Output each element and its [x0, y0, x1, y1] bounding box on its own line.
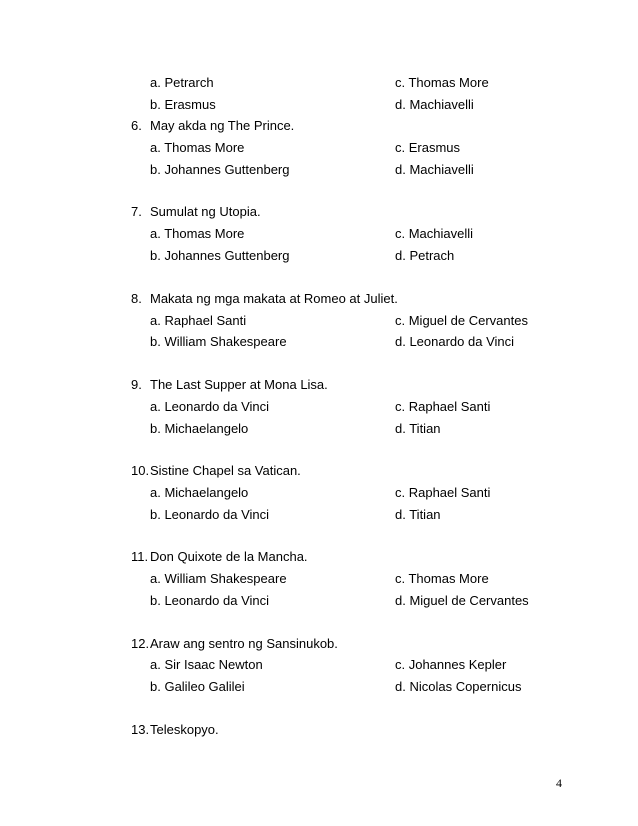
question-text: Teleskopyo. — [150, 722, 219, 737]
question-text: May akda ng The Prince. — [150, 118, 295, 133]
choice-c: c. Johannes Kepler — [395, 657, 507, 672]
choice-b: b. Johannes Guttenberg — [150, 248, 290, 263]
question-number: 9. — [131, 377, 142, 392]
question-10 — [131, 463, 301, 479]
question-9 — [131, 377, 328, 393]
choice-d: d. Titian — [395, 421, 441, 436]
choice-d: d. Leonardo da Vinci — [395, 334, 515, 349]
choice-c: c. Thomas More — [395, 571, 489, 586]
question-number: 13. — [131, 722, 150, 737]
question-number: 8. — [131, 291, 142, 306]
choice-a: a. William Shakespeare — [150, 571, 287, 586]
choice-d: d. Petrach — [395, 248, 455, 263]
choice-c: c. Miguel de Cervantes — [395, 313, 528, 328]
question-text: Sumulat ng Utopia. — [150, 204, 261, 219]
choice-d: d. Machiavelli — [395, 97, 474, 112]
choice-d: d. Titian — [395, 507, 441, 522]
question-text: Don Quixote de la Mancha. — [150, 549, 308, 564]
question-number: 12. — [131, 636, 150, 651]
question-11 — [131, 549, 308, 565]
question-12 — [131, 636, 338, 652]
question-text: Araw ang sentro ng Sansinukob. — [150, 636, 338, 651]
choice-c: c. Raphael Santi — [395, 485, 491, 500]
choice-b: b. Johannes Guttenberg — [150, 162, 290, 177]
question-6 — [131, 118, 295, 134]
question-text: Sistine Chapel sa Vatican. — [150, 463, 301, 478]
question-text: The Last Supper at Mona Lisa. — [150, 377, 328, 392]
choice-a: a. Petrarch — [150, 75, 214, 90]
choice-a: a. Michaelangelo — [150, 485, 249, 500]
page-number: 4 — [556, 776, 562, 790]
choice-d: d. Nicolas Copernicus — [395, 679, 522, 694]
choice-a: a. Raphael Santi — [150, 313, 247, 328]
choice-d: d. Machiavelli — [395, 162, 474, 177]
question-7 — [131, 204, 261, 220]
choice-c: c. Thomas More — [395, 75, 489, 90]
choice-b: b. Galileo Galilei — [150, 679, 245, 694]
question-number: 7. — [131, 204, 142, 219]
choice-b: b. Leonardo da Vinci — [150, 507, 270, 522]
choice-a: a. Sir Isaac Newton — [150, 657, 263, 672]
choice-c: c. Raphael Santi — [395, 399, 491, 414]
question-number: 11. — [131, 549, 149, 564]
choice-c: c. Erasmus — [395, 140, 461, 155]
choice-b: b. Michaelangelo — [150, 421, 249, 436]
choice-c: c. Machiavelli — [395, 226, 474, 241]
question-number: 6. — [131, 118, 142, 133]
choice-b: b. Leonardo da Vinci — [150, 593, 270, 608]
choice-d: d. Miguel de Cervantes — [395, 593, 529, 608]
choice-b: b. William Shakespeare — [150, 334, 287, 349]
question-number: 10. — [131, 463, 150, 478]
question-13 — [131, 722, 219, 738]
choice-a: a. Leonardo da Vinci — [150, 399, 270, 414]
choice-a: a. Thomas More — [150, 226, 245, 241]
question-8 — [131, 291, 398, 307]
choice-b: b. Erasmus — [150, 97, 216, 112]
question-text: Makata ng mga makata at Romeo at Juliet. — [150, 291, 398, 306]
choice-a: a. Thomas More — [150, 140, 245, 155]
